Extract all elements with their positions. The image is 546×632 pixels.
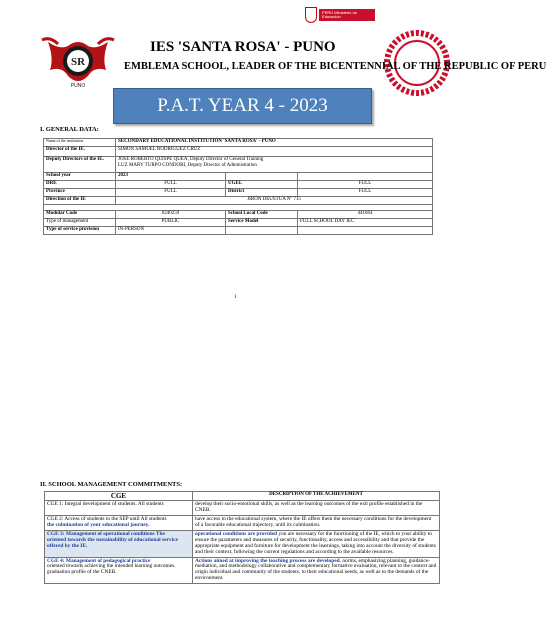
cell-value: IN-PERSON	[116, 227, 226, 235]
cell-value: 441664	[298, 211, 433, 219]
cell-empty	[298, 227, 433, 235]
page-number: 1	[234, 295, 237, 300]
cell-value: FULL	[116, 181, 226, 189]
cell-label: School year	[44, 173, 116, 181]
pat-banner: P.A.T. YEAR 4 - 2023	[113, 88, 372, 124]
column-header: DESCRIPTION OF THE ACHIEVEMENT	[193, 492, 440, 501]
cge-title: CGE 4: Management of pedagogical practice	[47, 557, 151, 564]
school-title: IES 'SANTA ROSA' - PUNO	[150, 39, 336, 55]
cell-label: Name of the institution.	[44, 139, 116, 147]
table-row	[44, 211, 433, 219]
cell-value	[116, 157, 433, 173]
cell-label: Director of the IE.	[44, 147, 116, 157]
deputy-line: LUZ MARY TURPO CONDORI, Deputy Director of Administration	[118, 162, 257, 168]
cge-cell	[45, 530, 193, 557]
cell-label: DRE	[44, 181, 116, 189]
cell-label: Type of management	[44, 219, 116, 227]
cell-label: UGEL	[226, 181, 298, 189]
description-cell	[193, 557, 440, 584]
commitments-table	[44, 491, 440, 584]
cge-detail: oriented towards the sustainability of educational service offered by the IE.	[47, 536, 178, 549]
cell-empty	[226, 227, 298, 235]
cell-label: Direction of the IE	[44, 197, 116, 205]
crest-initials: SR	[70, 56, 86, 68]
cell-value: 2023	[116, 173, 226, 181]
table-header-row	[45, 492, 440, 501]
cell-value: PUBLIC	[116, 219, 226, 227]
cell-label: Province	[44, 189, 116, 197]
crest-caption: PUNO	[70, 83, 86, 89]
cell-value: FULL	[298, 181, 433, 189]
cell-value: SECONDARY EDUCATIONAL INSTITUTION 'SANTA ROSA' - PUNO	[116, 139, 433, 147]
description-cell: have access to the educational system, where the IE offers them the necessary conditions for the development of a favorable educational trajectory, until its culmination.	[193, 515, 440, 530]
cell-label: Modular Code	[44, 211, 116, 219]
table-row	[44, 219, 433, 227]
school-subtitle: EMBLEMA SCHOOL, LEADER OF THE BICENTENNIAL OF THE REPUBLIC OF PERU	[124, 61, 546, 72]
table-row	[44, 189, 433, 197]
cell-empty	[298, 173, 433, 181]
column-header: CGE	[45, 492, 193, 501]
table-row	[44, 181, 433, 189]
cge-title: CGE 3: Management of operational conditions The	[47, 530, 165, 537]
table-row	[44, 173, 433, 181]
table-row	[44, 157, 433, 173]
cge-detail: oriented towards achieving the intended learning outcomes. graduation profile of the CNEB.	[47, 563, 176, 576]
table-row	[45, 515, 440, 530]
cge-cell	[45, 557, 193, 584]
description-text: norms, emphasizing planning, guidance-mediation, and methodology collaborative and complementary formative evaluation, relevant to the context and origin individual and community of the students, to their educational needs, as well as to the demands of the environment.	[195, 557, 437, 582]
ministry-label: PERÚ Ministerio de Educación	[319, 9, 375, 22]
cell-label: School Local Code	[226, 211, 298, 219]
description-highlight: Actions aimed at improving the teaching process are developed.	[195, 557, 341, 564]
deputy-line: JOSE ROBERTO QUISPE QUEA, Deputy Director of General Training	[118, 157, 264, 162]
cell-empty	[226, 173, 298, 181]
cell-value: FULL SCHOOL DAY JEC	[298, 219, 433, 227]
general-data-heading: I. GENERAL DATA:	[40, 126, 99, 133]
general-data-table	[43, 138, 433, 235]
description-text: you are necessary for the functioning of the IE, which to your ability to ensure the parameters and measures of security, functionality, access and accessibility and that provide the appropriate equipment and furniture for development the learnings, taking into account the diversity of students and their context, following the current regulations and according to the available resources.	[195, 530, 436, 555]
cell-label: Type of service provision	[44, 227, 116, 235]
cell-label: Service Model	[226, 219, 298, 227]
cell-value: FULL	[116, 189, 226, 197]
table-row	[44, 139, 433, 147]
description-highlight: operational conditions are provided	[195, 530, 278, 537]
cell-label: District	[226, 189, 298, 197]
table-row	[45, 501, 440, 516]
cell-label: Deputy Directors of the IE.	[44, 157, 116, 173]
table-row	[44, 197, 433, 205]
table-row	[45, 530, 440, 557]
cell-value: FULL	[298, 189, 433, 197]
cge-cell	[45, 515, 193, 530]
table-row	[45, 557, 440, 584]
table-row	[44, 147, 433, 157]
cge-title: CGE 2: Access of students to the SEP until All students	[47, 515, 167, 522]
description-cell: develop their socio-emotional skills, as well as the learning outcomes of the exit profile established in the CNEB.	[193, 501, 440, 516]
cell-value: 0240259	[116, 211, 226, 219]
ministry-logo	[305, 6, 375, 24]
cell-value: SIMON SAMUEL RODRIGUEZ CRUZ	[116, 147, 433, 157]
description-cell	[193, 530, 440, 557]
commitments-heading: II. SCHOOL MANAGEMENT COMMITMENTS:	[40, 481, 183, 488]
cge-detail: the culmination of your educational journey.	[47, 521, 150, 528]
table-row	[44, 227, 433, 235]
cge-cell: CGE 1: Integral development of students. All students	[45, 501, 193, 516]
school-crest-logo	[40, 32, 116, 90]
peru-shield-icon	[305, 7, 317, 23]
cell-value: JIRÓN DEUSTUA Nº 715	[116, 197, 433, 205]
